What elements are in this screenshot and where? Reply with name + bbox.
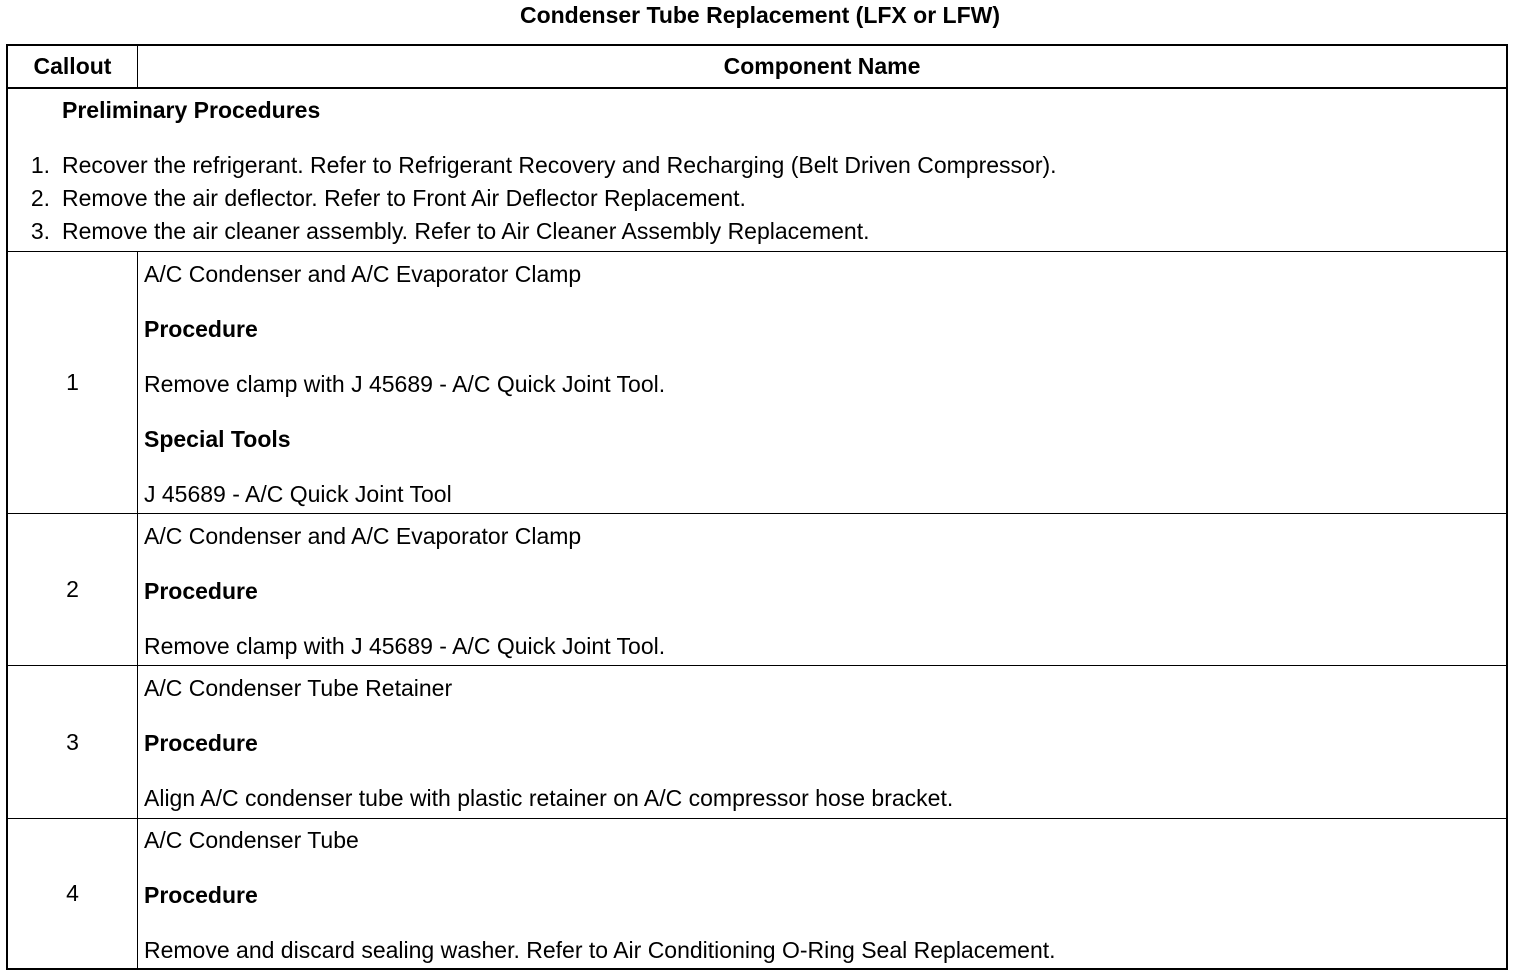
step-number: 2. — [30, 185, 50, 211]
preliminary-step: Remove the air deflector. Refer to Front Air Deflector Replacement. — [62, 185, 746, 211]
component-cell — [138, 666, 1506, 818]
procedure-text: Remove clamp with J 45689 - A/C Quick Joint Tool. — [144, 633, 666, 659]
preliminary-step: Recover the refrigerant. Refer to Refrigerant Recovery and Recharging (Belt Driven Compressor). — [62, 152, 1057, 178]
callout-number: 1 — [8, 252, 138, 513]
document-title: Condenser Tube Replacement (LFX or LFW) — [519, 2, 1001, 28]
procedure-text: Remove clamp with J 45689 - A/C Quick Joint Tool. — [144, 371, 666, 397]
component-table — [6, 44, 1508, 970]
procedure-text: Remove and discard sealing washer. Refer to Air Conditioning O-Ring Seal Replacement. — [144, 937, 1056, 963]
procedure-label: Procedure — [144, 316, 258, 342]
table-row — [8, 819, 1506, 968]
procedure-label: Procedure — [144, 578, 258, 604]
procedure-label: Procedure — [144, 882, 258, 908]
component-name: A/C Condenser Tube Retainer — [144, 675, 453, 701]
table-row — [8, 252, 1506, 514]
special-tools-text: J 45689 - A/C Quick Joint Tool — [144, 481, 452, 507]
component-name: A/C Condenser and A/C Evaporator Clamp — [144, 523, 582, 549]
callout-header: Callout — [8, 46, 138, 87]
component-name: A/C Condenser Tube — [144, 827, 359, 853]
special-tools-label: Special Tools — [144, 426, 291, 452]
step-number: 1. — [30, 152, 50, 178]
preliminary-procedures-row — [8, 89, 1506, 252]
component-cell — [138, 252, 1506, 513]
preliminary-step: Remove the air cleaner assembly. Refer to Air Cleaner Assembly Replacement. — [62, 218, 870, 244]
callout-number: 3 — [8, 666, 138, 818]
table-header-row — [8, 46, 1506, 89]
table-row — [8, 514, 1506, 666]
callout-number: 2 — [8, 514, 138, 665]
callout-number: 4 — [8, 819, 138, 968]
component-name-header: Component Name — [723, 53, 921, 79]
component-cell — [138, 819, 1506, 968]
procedure-text: Align A/C condenser tube with plastic retainer on A/C compressor hose bracket. — [144, 785, 954, 811]
component-cell — [138, 514, 1506, 665]
table-row — [8, 666, 1506, 819]
procedure-label: Procedure — [144, 730, 258, 756]
step-number: 3. — [30, 218, 50, 244]
component-name: A/C Condenser and A/C Evaporator Clamp — [144, 261, 582, 287]
preliminary-heading: Preliminary Procedures — [62, 97, 321, 123]
